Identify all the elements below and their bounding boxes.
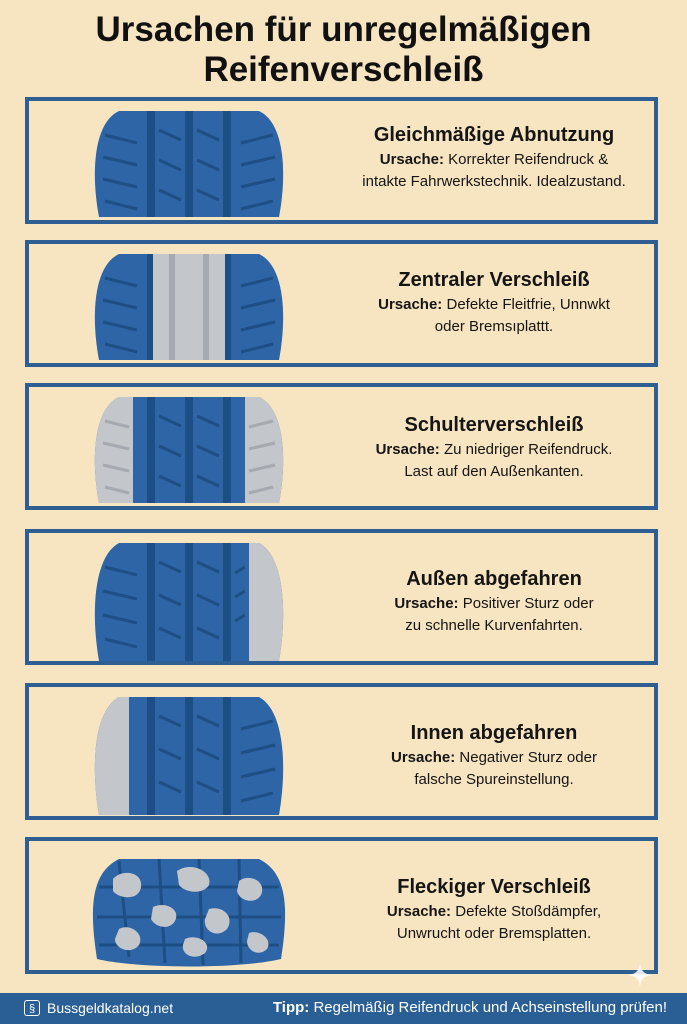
wear-cause [329, 149, 659, 193]
cause-label: Ursache: [386, 903, 452, 920]
tip-text: Regelmäßig Reifendruck und Achseinstellung prüfen! [309, 999, 667, 1016]
wear-card-center-text [329, 268, 659, 338]
cause-label: Ursache: [378, 296, 443, 313]
wear-heading: Zentraler Verschleiß [398, 269, 590, 291]
cause-line-2: falsche Spureinstellung. [414, 771, 574, 788]
footer-tip [273, 999, 667, 1016]
footer-brand[interactable] [24, 1000, 173, 1016]
wear-card-outer [25, 529, 658, 665]
cause-line-2: Last auf den Außenkanten. [404, 463, 584, 480]
wear-card-inner-text [329, 721, 659, 791]
wear-card-even [25, 97, 658, 224]
tire-shoulder-wear-icon [84, 391, 294, 503]
wear-card-even-text [329, 123, 659, 193]
wear-card-shoulder-text [329, 413, 659, 483]
wear-heading: Außen abgefahren [406, 568, 582, 590]
wear-card-outer-text [329, 567, 659, 637]
cause-line-1: Positiver Sturz oder [462, 595, 594, 612]
cause-label: Ursache: [394, 595, 459, 612]
cause-line-1: Negativer Sturz oder [459, 749, 597, 766]
tire-even-wear-icon [84, 105, 294, 217]
cause-label: Ursache: [391, 749, 456, 766]
wear-cause [329, 747, 659, 791]
cause-line-2: intakte Fahrwerkstechnik. Idealzustand. [362, 173, 626, 190]
cause-line-1: Defekte Stoßdämpfer, [455, 903, 602, 920]
cause-label: Ursache: [379, 151, 444, 168]
cause-line-2: zu schnelle Kurvenfahrten. [405, 617, 583, 634]
wear-card-shoulder [25, 383, 658, 510]
tire-outer-wear-icon [84, 537, 294, 661]
wear-card-patchy [25, 837, 658, 974]
page-title-line-2: Reifenverschleiß [203, 50, 484, 89]
wear-heading: Gleichmäßige Abnutzung [373, 124, 615, 146]
cause-line-1: Zu niedriger Reifendruck. [443, 441, 613, 458]
tire-inner-wear-icon [84, 691, 294, 815]
cause-label: Ursache: [375, 441, 440, 458]
cause-line-1: Korrekter Reifendruck & [448, 151, 609, 168]
brand-name: Bussgeldkatalog.net [47, 1000, 174, 1016]
footer-bar [0, 993, 687, 1024]
tire-center-wear-icon [84, 248, 294, 360]
wear-heading: Schulterverschleiß [404, 414, 584, 436]
wear-cause [329, 901, 659, 945]
wear-heading: Innen abgefahren [410, 722, 578, 744]
cause-line-2: Unwrucht oder Bremsplatten. [396, 925, 592, 942]
wear-cause [329, 294, 659, 338]
paragraph-icon: § [24, 1000, 40, 1016]
cause-line-1: Defekte Fleitfrie, Unnwkt [446, 296, 610, 313]
tire-patchy-wear-icon [84, 847, 294, 971]
page-title [0, 10, 687, 90]
sparkle-icon [627, 962, 653, 988]
wear-cause [329, 439, 659, 483]
page-title-line-1: Ursachen für unregelmäßigen [95, 10, 592, 49]
wear-card-inner [25, 683, 658, 820]
tip-label: Tipp: [272, 999, 310, 1016]
wear-heading: Fleckiger Verschleiß [397, 876, 591, 898]
wear-card-patchy-text [329, 875, 659, 945]
wear-card-center [25, 240, 658, 367]
cause-line-2: oder Bremsıplattt. [434, 318, 554, 335]
wear-cause [329, 593, 659, 637]
